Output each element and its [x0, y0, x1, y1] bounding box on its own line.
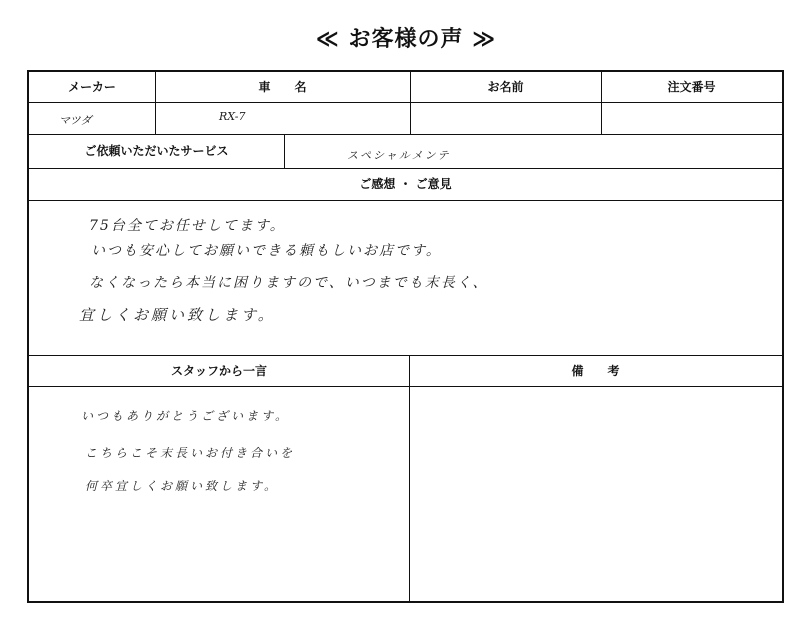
- car-name-value: RX-7: [219, 110, 246, 123]
- feedback-line-3: なくなったら本当に困りますので、いつまでも末長く、: [89, 275, 489, 291]
- feedback-line-4: 宜しくお願い致します。: [79, 306, 276, 324]
- row-divider-2: [29, 134, 782, 135]
- page-title: ≪ お客様の声 ≫: [315, 27, 497, 52]
- col-divider-service: [284, 134, 285, 168]
- feedback-line-1: 75台全てお任せしてます。: [89, 218, 286, 234]
- staff-comment-label: スタッフから一言: [170, 364, 267, 378]
- feedback-label: ご感想 ・ ご意見: [359, 177, 452, 191]
- service-value: スペシャルメンテ: [347, 149, 451, 162]
- staff-line-2: こちらこそ末長いお付き合いを: [85, 446, 296, 460]
- maker-value: マツダ: [59, 114, 92, 127]
- staff-line-1: いつもありがとうございます。: [81, 409, 291, 423]
- row-divider-6: [29, 386, 782, 387]
- staff-line-3: 何卒宜しくお願い致します。: [85, 479, 280, 493]
- feedback-line-2: いつも安心してお願いできる頼もしいお店です。: [91, 243, 442, 259]
- order-number-header: 注文番号: [667, 80, 716, 94]
- row-divider-4: [29, 200, 782, 201]
- car-name-header: 車 名: [258, 80, 307, 94]
- feedback-form: [27, 70, 784, 603]
- row-divider-1: [29, 102, 782, 103]
- maker-header: メーカー: [68, 80, 116, 94]
- service-label: ご依頼いただいたサービス: [84, 144, 229, 158]
- col-divider-staff: [409, 355, 410, 601]
- customer-name-header: お名前: [487, 80, 524, 94]
- remarks-label: 備 考: [571, 364, 620, 378]
